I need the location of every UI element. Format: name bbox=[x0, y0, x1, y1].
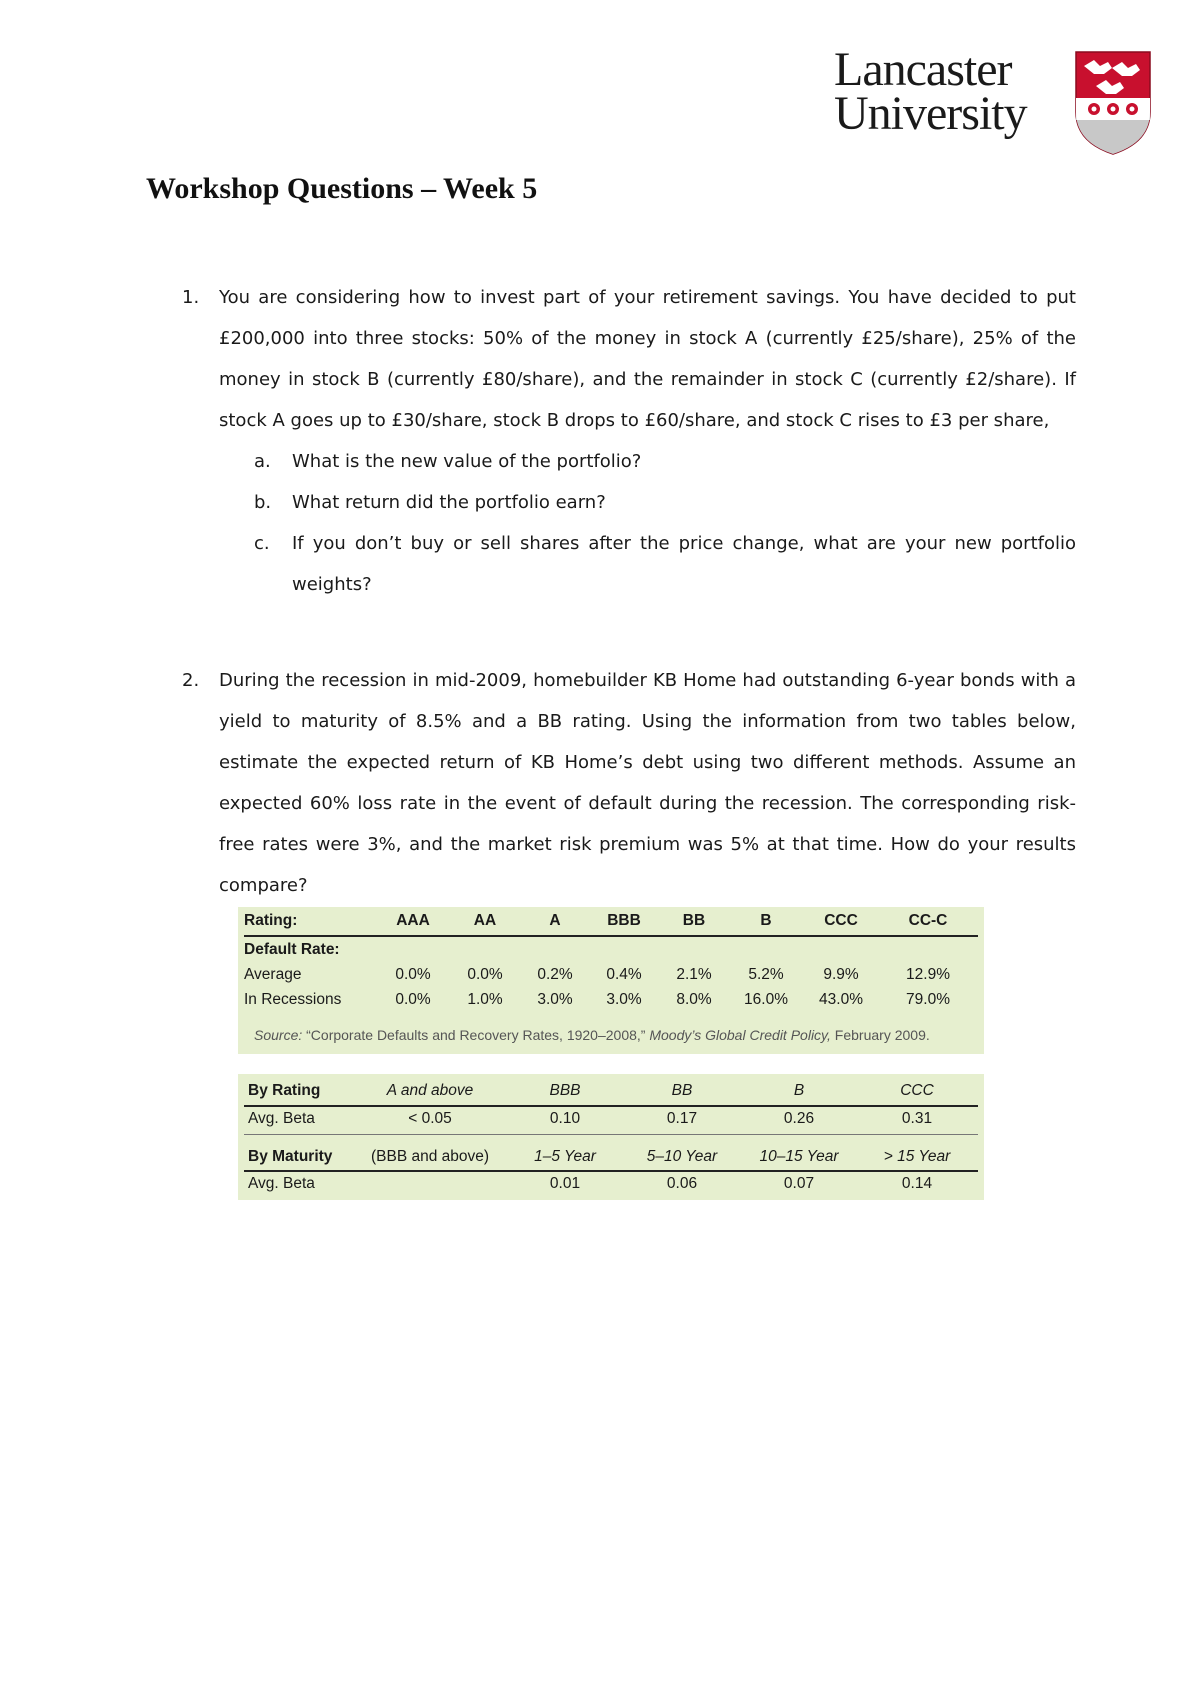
table-cell: 3.0% bbox=[606, 991, 642, 1008]
table-cell: 0.31 bbox=[901, 1110, 933, 1127]
question-text: During the recession in mid-2009, homebuilder KB Home had outstanding 6-year bonds with a yield to maturity of 8.5% and a BB rating. Using the information from two tables below, estimate the expected return of KB Home’s debt using two different methods. Assume an expected 60% loss rate in the event of default during the recession. The corresponding risk-free rates were 3%, and the market risk premium was 5% at that time. How do your results compare? bbox=[219, 670, 1076, 896]
table-rule bbox=[244, 935, 978, 937]
question-number: 2. bbox=[182, 670, 200, 691]
table-cell: 0.26 bbox=[783, 1110, 815, 1127]
question-number: 1. bbox=[182, 287, 200, 308]
row-label: Avg. Beta bbox=[248, 1110, 315, 1127]
table-header-label: Rating: bbox=[244, 912, 298, 929]
part-label: c. bbox=[254, 533, 270, 554]
table-header-label: By Maturity bbox=[248, 1148, 333, 1165]
table-cell: 79.0% bbox=[906, 991, 950, 1008]
table-header-cell: 5–10 Year bbox=[646, 1148, 718, 1165]
table-header-row bbox=[238, 912, 984, 932]
table-header-label: By Rating bbox=[248, 1082, 321, 1099]
table-rule bbox=[244, 1170, 978, 1172]
question-2 bbox=[146, 660, 1076, 906]
default-rate-table bbox=[238, 907, 984, 1054]
table-header-cell: BB bbox=[682, 912, 706, 929]
question-text: You are considering how to invest part of your retirement savings. You have decided to put £200,000 into three stocks: 50% of the money in stock A (currently £25/share), 25% of the money in stock B (currently £80/share), and the remainder in stock C (currently £2/share). If stock A goes up to £30/share, stock B drops to £60/share, and stock C rises to £3 per share, bbox=[219, 287, 1076, 431]
question-1 bbox=[146, 277, 1076, 605]
table-cell: 8.0% bbox=[676, 991, 712, 1008]
table-rule bbox=[244, 1134, 978, 1135]
crest-icon bbox=[1074, 50, 1152, 156]
table-header-cell: BB bbox=[671, 1082, 693, 1099]
table-header-cell: AAA bbox=[396, 912, 430, 929]
logo-line-2: University bbox=[834, 87, 1027, 140]
part-label: b. bbox=[254, 492, 272, 513]
table-cell: 0.0% bbox=[395, 966, 431, 983]
table-row bbox=[238, 1110, 984, 1130]
table-cell: 9.9% bbox=[823, 966, 859, 983]
part-text: What is the new value of the portfolio? bbox=[292, 451, 642, 472]
table-cell: 0.06 bbox=[666, 1175, 698, 1192]
source-title: “Corporate Defaults and Recovery Rates, 1920–2008,” bbox=[302, 1027, 650, 1043]
university-logo bbox=[834, 43, 1154, 158]
table-header-cell: A and above bbox=[386, 1082, 474, 1099]
table-cell: 12.9% bbox=[906, 966, 950, 983]
source-prefix: Source: bbox=[254, 1027, 303, 1043]
table-header-cell: CCC bbox=[900, 1082, 934, 1099]
table-row bbox=[238, 991, 984, 1011]
part-text: What return did the portfolio earn? bbox=[292, 492, 606, 513]
table-cell: < 0.05 bbox=[408, 1110, 452, 1127]
source-journal: Moody’s Global Credit Policy, bbox=[649, 1027, 831, 1043]
table-cell: 1.0% bbox=[467, 991, 503, 1008]
row-label: Average bbox=[244, 966, 302, 983]
table-header-cell: (BBB and above) bbox=[370, 1148, 490, 1165]
table-cell: 2.1% bbox=[676, 966, 712, 983]
logo-wordmark bbox=[834, 43, 1027, 140]
table-cell: 0.0% bbox=[395, 991, 431, 1008]
table-row bbox=[238, 966, 984, 986]
table-cell: 0.01 bbox=[549, 1175, 581, 1192]
table-header-cell: CC-C bbox=[908, 912, 948, 929]
table-header-cell: 1–5 Year bbox=[534, 1148, 596, 1165]
table-section-label: Default Rate: bbox=[244, 941, 340, 958]
row-label: Avg. Beta bbox=[248, 1175, 315, 1192]
table-cell: 5.2% bbox=[748, 966, 784, 983]
logo-line-1: Lancaster bbox=[834, 43, 1012, 96]
table-cell: 43.0% bbox=[819, 991, 863, 1008]
page-title: Workshop Questions – Week 5 bbox=[146, 172, 538, 205]
table-cell: 0.17 bbox=[666, 1110, 698, 1127]
table-header-cell: AA bbox=[473, 912, 497, 929]
table-cell: 0.0% bbox=[467, 966, 503, 983]
table-section-row bbox=[238, 941, 984, 961]
table-cell: 0.4% bbox=[606, 966, 642, 983]
table-rule bbox=[244, 1105, 978, 1107]
source-date: February 2009. bbox=[830, 1027, 930, 1043]
table-header-cell: 10–15 Year bbox=[759, 1148, 839, 1165]
table-header-cell: A bbox=[549, 912, 561, 929]
question-part bbox=[254, 482, 1076, 523]
row-label: In Recessions bbox=[244, 991, 342, 1008]
table-cell: 3.0% bbox=[537, 991, 573, 1008]
table-header-row bbox=[238, 1148, 984, 1168]
table-header-cell: BBB bbox=[549, 1082, 581, 1099]
table-row bbox=[238, 1175, 984, 1195]
table-header-cell: > 15 Year bbox=[883, 1148, 951, 1165]
question-part bbox=[254, 441, 1076, 482]
part-label: a. bbox=[254, 451, 271, 472]
table-header-cell: B bbox=[760, 912, 772, 929]
table-header-cell: CCC bbox=[824, 912, 858, 929]
table-cell: 0.10 bbox=[549, 1110, 581, 1127]
table-cell: 0.14 bbox=[901, 1175, 933, 1192]
debt-beta-table bbox=[238, 1074, 984, 1200]
table-source-note bbox=[254, 1027, 930, 1043]
table-cell: 0.2% bbox=[537, 966, 573, 983]
table-cell: 16.0% bbox=[744, 991, 788, 1008]
table-header-cell: BBB bbox=[607, 912, 641, 929]
part-text: If you don’t buy or sell shares after the price change, what are your new portfolio weights? bbox=[292, 533, 1076, 595]
table-header-row bbox=[238, 1082, 984, 1102]
question-part bbox=[254, 523, 1076, 605]
table-cell: 0.07 bbox=[783, 1175, 815, 1192]
table-header-cell: B bbox=[793, 1082, 805, 1099]
